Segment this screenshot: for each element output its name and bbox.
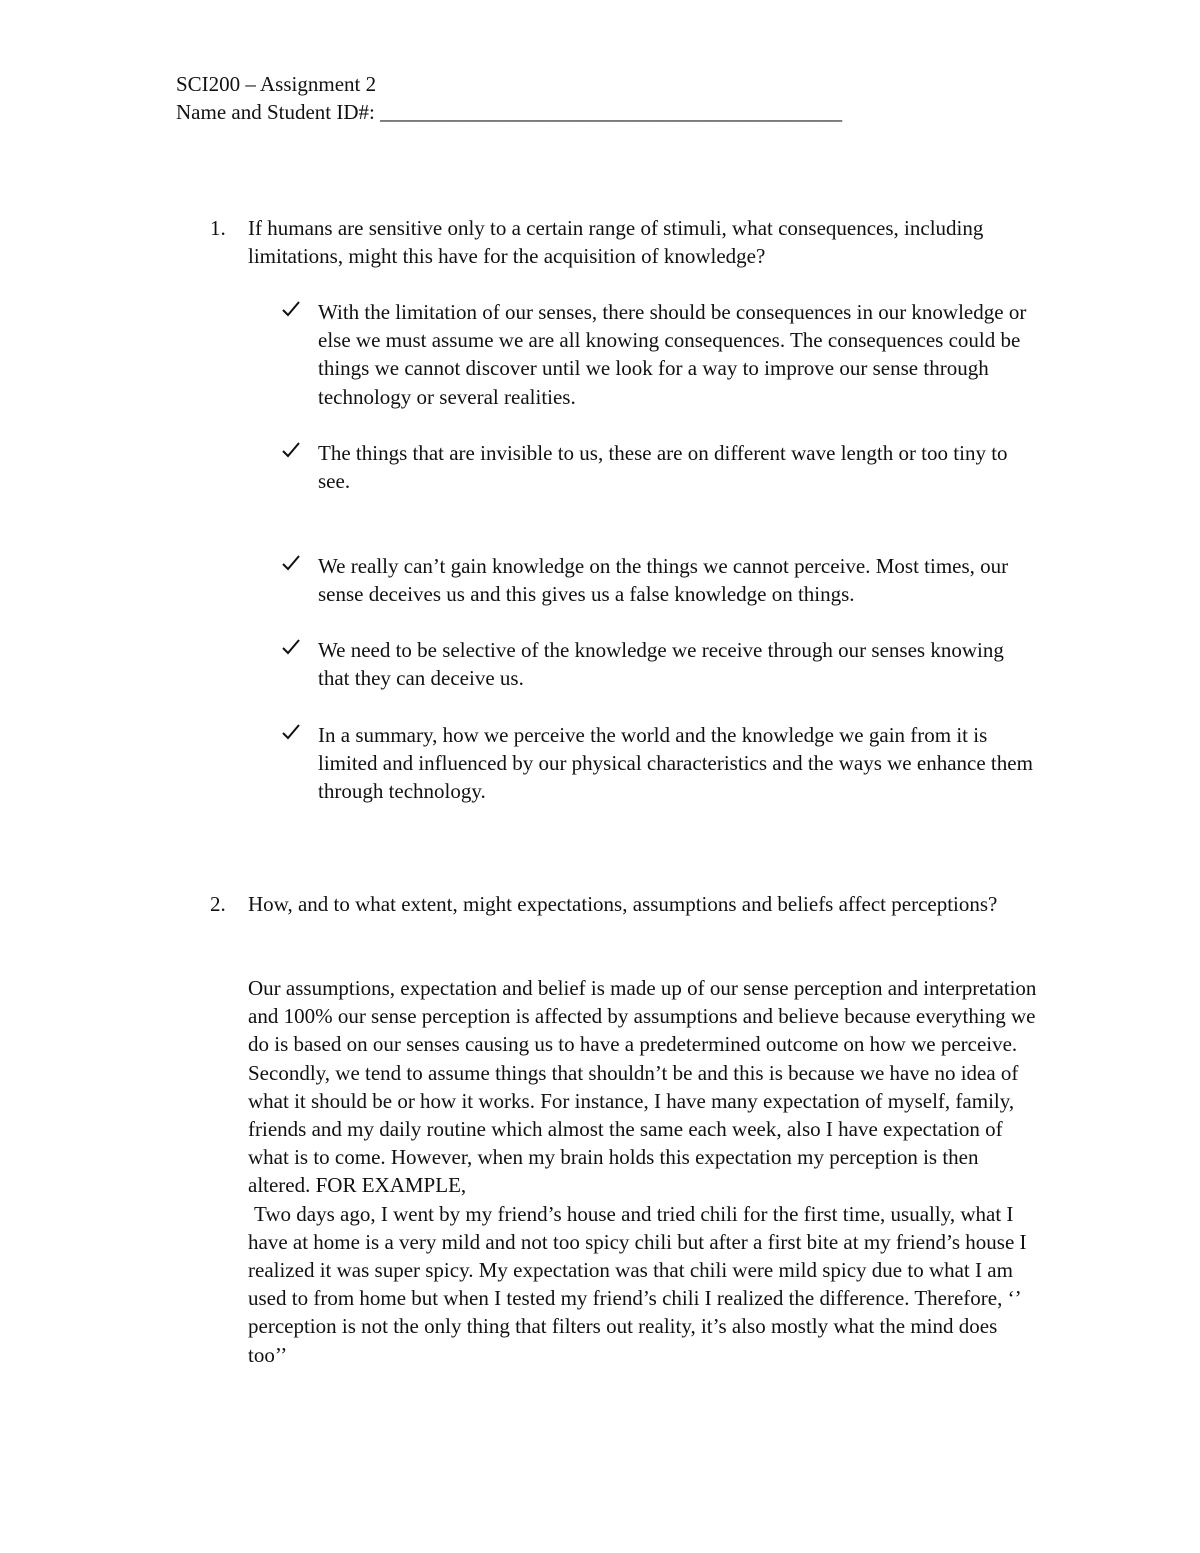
answer-item [280,552,1040,608]
answer-paragraph: Two days ago, I went by my friend’s house and tried chili for the first time, usually, what I have at home is a very mild and not too spicy chili but after a first bite at my friend’s house I realized it was super spicy. My expectation was that chili were mild spicy due to what I am used to from home but when I tested my friend’s chili I realized the difference. Therefore, ‘’ perception is not the only thing that filters out reality, it’s also mostly what the mind does too’’ [248,1201,1027,1367]
answer-text: In a summary, how we perceive the world and the knowledge we gain from it is limited and influenced by our physical characteristics and the ways we enhance them through technology. [318,723,1033,804]
checkmark-icon [280,721,302,743]
answer-text: With the limitation of our senses, there should be consequences in our knowledge or else we must assume we are all knowing consequences. The consequences could be things we cannot discover until we look for a way to improve our sense through technology or several realities. [318,300,1027,409]
question-number: 2. [210,892,226,916]
answer-item [280,298,1040,411]
question-1 [210,214,1040,270]
answer-item [280,721,1040,806]
checkmark-icon [280,552,302,574]
checkmark-icon [280,298,302,320]
answer-text: We really can’t gain knowledge on the things we cannot perceive. Most times, our sense deceives us and this gives us a false knowledge on things. [318,554,1009,607]
checkmark-icon [280,439,302,461]
question-2-answer [248,974,1038,1369]
question-2 [210,890,1040,918]
name-student-id-line: Name and Student ID#: ____________________________________________ [176,100,843,125]
question-number: 1. [210,216,226,240]
answer-text: The things that are invisible to us, these are on different wave length or too tiny to see. [318,441,1008,494]
answer-paragraph: Our assumptions, expectation and belief is made up of our sense perception and interpretation and 100% our sense perception is affected by assumptions and believe because everything we do is based on our senses causing us to have a predetermined outcome on how we perceive. [248,976,1037,1057]
answer-item [280,439,1040,495]
answer-text: We need to be selective of the knowledge we receive through our senses knowing that they can deceive us. [318,638,1004,691]
course-title: SCI200 – Assignment 2 [176,72,377,96]
checkmark-icon [280,636,302,658]
question-text: If humans are sensitive only to a certain range of stimuli, what consequences, including limitations, might this have for the acquisition of knowledge? [248,216,984,269]
document-header [176,70,842,126]
answer-paragraph: Secondly, we tend to assume things that shouldn’t be and this is because we have no idea of what it should be or how it works. For instance, I have many expectation of myself, family, friends and my daily routine which almost the same each week, also I have expectation of what is to come. However, when my brain holds this expectation my perception is then altered. FOR EXAMPLE, [248,1060,1019,1198]
answer-item [280,636,1040,692]
question-text: How, and to what extent, might expectations, assumptions and beliefs affect perceptions? [248,892,998,916]
